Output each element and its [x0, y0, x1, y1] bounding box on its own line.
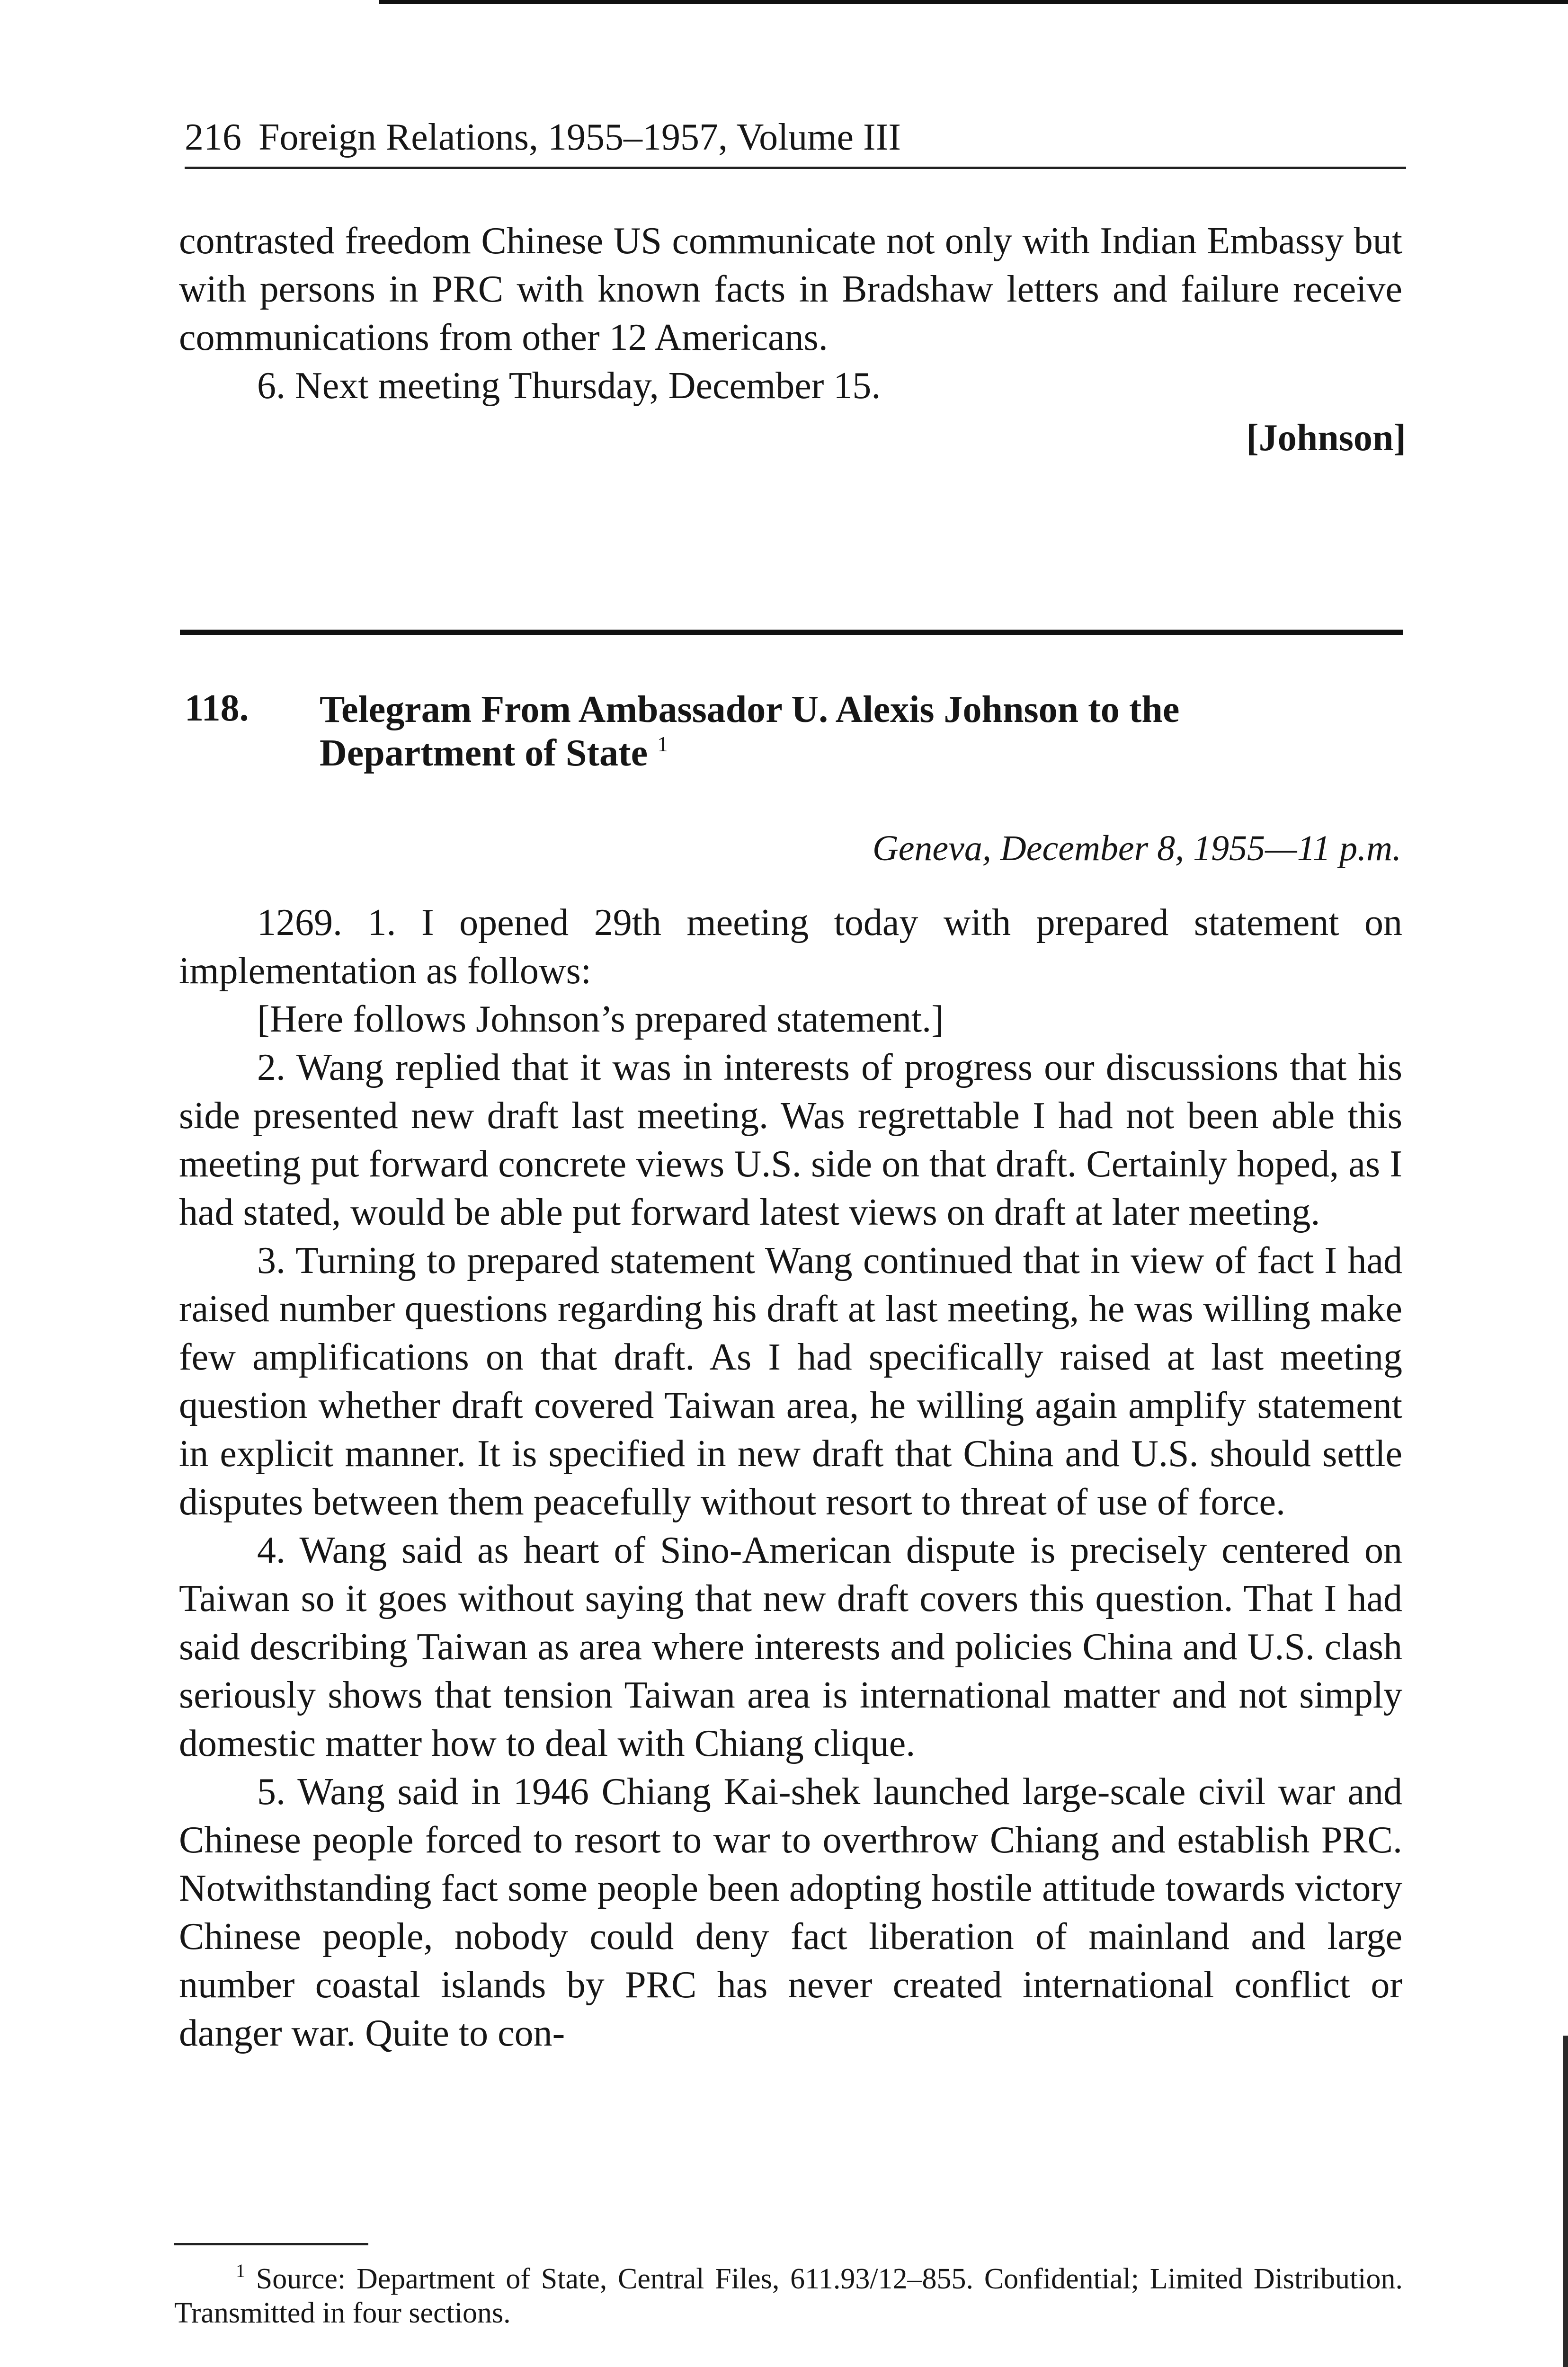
scan-edge — [1563, 2036, 1568, 2367]
signature: [Johnson] — [1246, 417, 1406, 459]
continuation-paragraph: contrasted freedom Chinese US communicate not only with Indian Embassy but with persons in PRC with known facts in Bradshaw letters and failure receive communications from other 12 Americans. — [179, 220, 1402, 358]
telegram-body — [179, 899, 1402, 2057]
section-divider — [180, 630, 1403, 635]
footnote-rule — [174, 2243, 368, 2245]
running-title: Foreign Relations, 1955–1957, Volume III — [258, 116, 901, 158]
dateline: Geneva, December 8, 1955—11 p.m. — [872, 828, 1401, 868]
footnote-text: Source: Department of State, Central Files, 611.93/12–855. Confidential; Limited Distribution. Transmitted in four sections. — [174, 2263, 1403, 2329]
body-paragraph: [Here follows Johnson’s prepared statement.] — [257, 998, 944, 1040]
document-number: 118. — [185, 687, 249, 729]
document-title — [320, 688, 1361, 775]
body-paragraph: 4. Wang said as heart of Sino-American dispute is precisely centered on Taiwan so it goes without saying that new draft covers this question. That I had said describing Taiwan as area where interests and policies China and U.S. clash seriously shows that tension Taiwan area is international matter and not simply domestic matter how to deal with Chiang clique. — [179, 1530, 1402, 1764]
footnote-mark: 1 — [236, 2260, 245, 2281]
continuation-paragraph: 6. Next meeting Thursday, December 15. — [257, 365, 881, 407]
page-number: 216 — [185, 116, 241, 158]
document-title-text: Telegram From Ambassador U. Alexis Johnson to the Department of State — [320, 689, 1180, 774]
top-edge-rule — [379, 0, 1568, 4]
continuation-text — [179, 217, 1402, 410]
running-header — [185, 114, 1406, 161]
body-paragraph: 5. Wang said in 1946 Chiang Kai-shek launched large-scale civil war and Chinese people forced to resort to war to overthrow Chiang and establish PRC. Notwithstanding fact some people been adopting hostile attitude towards victory Chinese people, nobody could deny fact liberation of mainland and large number coastal islands by PRC has never created international conflict or danger war. Quite to con- — [179, 1771, 1402, 2054]
body-paragraph: 2. Wang replied that it was in interests of progress our discussions that his side presented new draft last meeting. Was regrettable I had not been able this meeting put forward concrete views U.S. side on that draft. Certainly hoped, as I had stated, would be able put forward latest views on draft at later meeting. — [179, 1047, 1402, 1233]
footnote-reference: 1 — [657, 732, 668, 756]
header-rule — [185, 167, 1406, 169]
footnote — [174, 2262, 1403, 2330]
body-paragraph: 3. Turning to prepared statement Wang continued that in view of fact I had raised number questions regarding his draft at last meeting, he was willing make few amplifications on that draft. As I had specifically raised at last meeting question whether draft covered Taiwan area, he willing again amplify statement in explicit manner. It is specified in new draft that China and U.S. should settle disputes between them peacefully without resort to threat of use of force. — [179, 1240, 1402, 1523]
body-paragraph: 1269. 1. I opened 29th meeting today with prepared statement on implementation as follows: — [179, 902, 1402, 992]
